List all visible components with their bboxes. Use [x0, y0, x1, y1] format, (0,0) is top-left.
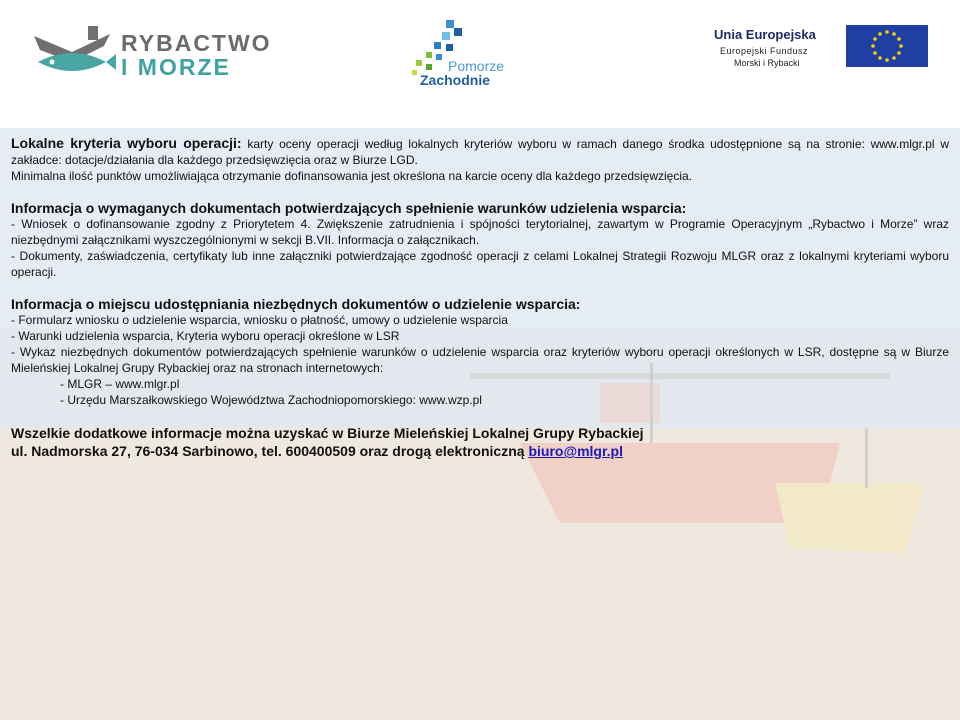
pomorze-zachodnie-logo: [408, 18, 538, 88]
eu-fund-line1: Europejski Fundusz: [720, 46, 809, 56]
website-link-wzp: - Urzędu Marszałkowskiego Województwa Zachodniopomorskiego: www.wzp.pl: [60, 393, 482, 407]
fish-boat-icon: [28, 22, 118, 82]
email-link[interactable]: biuro@mlgr.pl: [528, 443, 623, 459]
required-documents-heading: Informacja o wymaganych dokumentach potwierdzających spełnienie warunków udzielenia wsparcia:: [11, 200, 687, 216]
document-location-item: - Warunki udzielenia wsparcia, Kryteria wyboru operacji określone w LSR: [11, 329, 400, 343]
eu-flag-icon: [846, 25, 928, 67]
logo-text-line2: I MORZE: [121, 54, 231, 80]
eu-title: Unia Europejska: [714, 27, 816, 42]
selection-criteria-paragraph: [11, 135, 949, 168]
rybactwo-i-morze-logo: [28, 22, 272, 82]
eu-fund-line2: Morski i Rybacki: [734, 58, 800, 68]
selection-criteria-heading: Lokalne kryteria wyboru operacji:: [11, 135, 242, 151]
selection-criteria-text: karty oceny operacji według lokalnych kryteriów wyboru w ramach danego środka udostępnione są na stronie: www.mlgr.pl w zakładce: dotacje/działania dla każdego przedsięwzięcia oraz w Biurze LGD.: [11, 137, 950, 167]
contact-info-line1: Wszelkie dodatkowe informacje można uzyskać w Biurze Mieleńskiej Lokalnej Grupy Rybackiej: [11, 425, 644, 441]
logo-text-line1: RYBACTWO: [121, 30, 272, 56]
contact-address: ul. Nadmorska 27, 76-034 Sarbinowo, tel. 600400509 oraz drogą elektroniczną: [11, 443, 529, 459]
main-content: [11, 135, 949, 460]
document-location-item: - Formularz wniosku o udzielenie wsparcia, wniosku o płatność, umowy o udzielenie wsparcia: [11, 313, 508, 327]
header-bar: [0, 0, 960, 128]
pomorze-text: Pomorze: [448, 58, 505, 74]
document-location-item: - Wykaz niezbędnych dokumentów potwierdzających spełnienie warunków o udzielenie wsparcia oraz kryteriów wyboru operacji określonych w LSR, dostępne są w Biurze Mieleńskiej Lokalnej Grupy Rybackiej oraz na stronach internetowych:: [11, 345, 949, 375]
required-documents-item: - Dokumenty, zaświadczenia, certyfikaty lub inne załączniki potwierdzające zgodność operacji z celami Lokalnej Strategii Rozwoju MLGR oraz z lokalnymi kryteriami wyboru operacji.: [11, 249, 949, 279]
document-location-heading: Informacja o miejscu udostępniania niezbędnych dokumentów o udzielenie wsparcia:: [11, 296, 581, 312]
minimum-points-text: Minimalna ilość punktów umożliwiająca otrzymanie dofinansowania jest określona na karcie oceny dla każdego przedsięwzięcia.: [11, 169, 693, 183]
website-link-mlgr: - MLGR – www.mlgr.pl: [60, 377, 180, 391]
contact-info-line2: [11, 442, 949, 460]
required-documents-item: - Wniosek o dofinansowanie zgodny z Priorytetem 4. Zwiększenie zatrudnienia i spójności terytorialnej, zawartym w Programie Operacyjnym „Rybactwo i Morze” wraz niezbędnymi załącznikami wyszczególnionymi w sekcji B.VII. Informacja o załącznikach.: [11, 217, 949, 247]
zachodnie-text: Zachodnie: [420, 72, 491, 88]
eu-logo: [714, 25, 934, 85]
